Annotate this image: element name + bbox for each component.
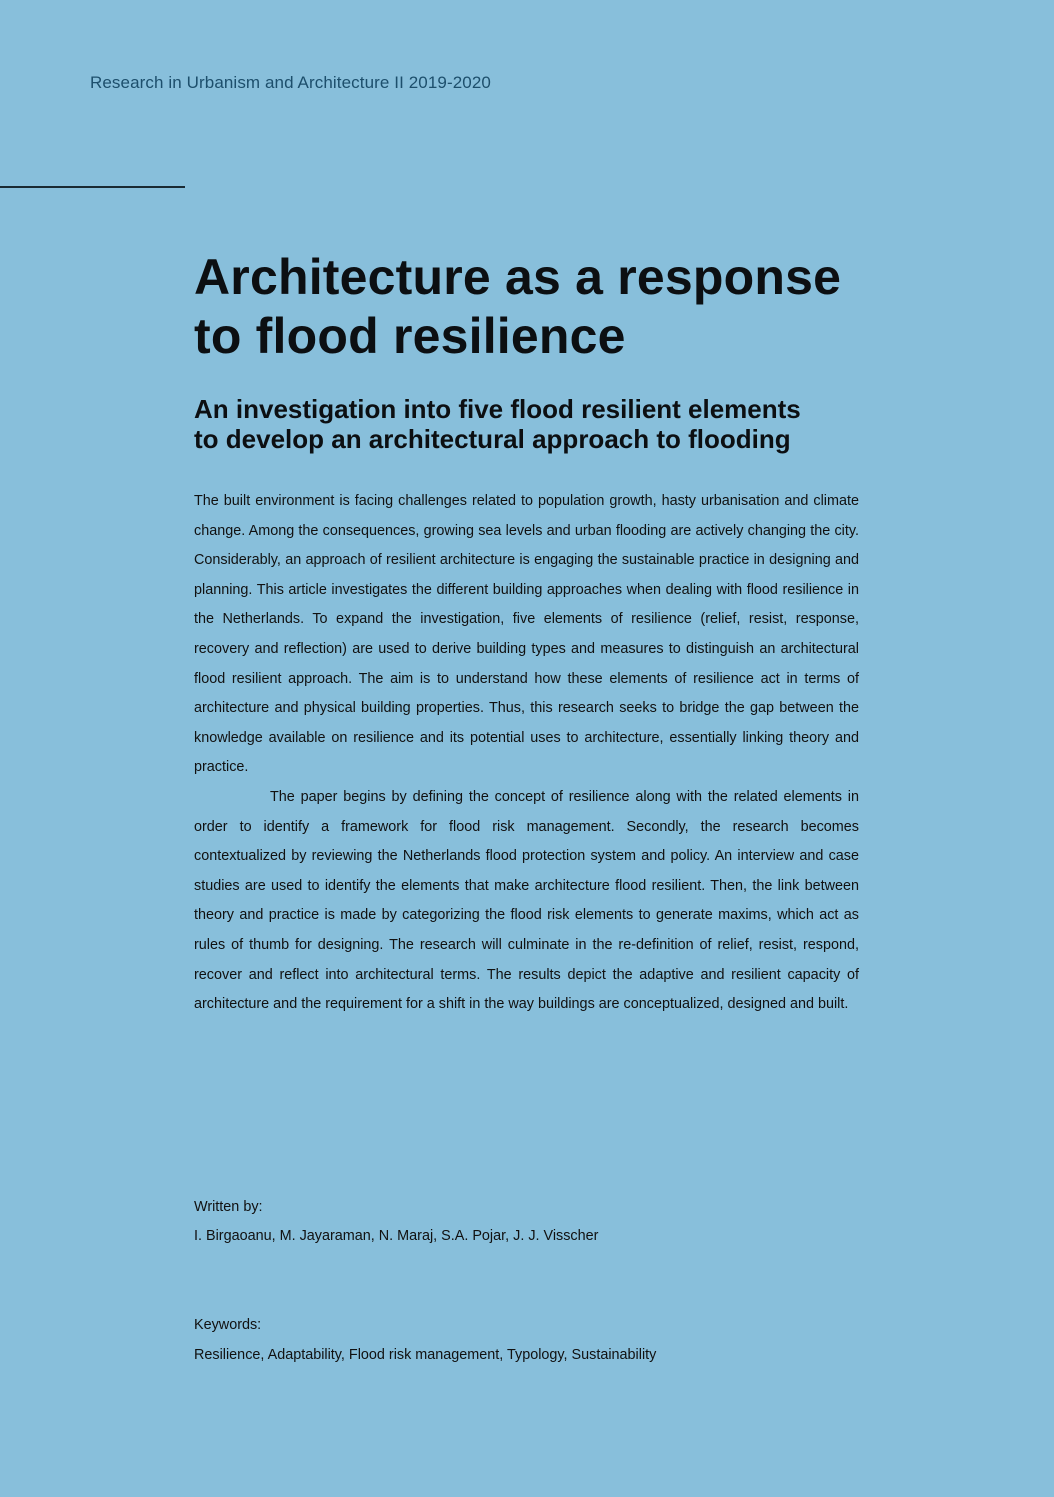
article-subtitle-line-2: to develop an architectural approach to flooding [194,424,791,454]
abstract-paragraph-2: The paper begins by defining the concept of resilience along with the related elements in order to identify a framework for flood risk management. Secondly, the research becomes contextualized by reviewing the Netherlands flood protection system and policy. An interview and case studies are used to identify the elements that make architecture flood resilient. Then, the link between theory and practice is made by categorizing the flood risk elements to generate maxims, which act as rules of thumb for designing. The research will culminate in the re-definition of relief, resist, respond, recover and reflect into architectural terms. The results depict the adaptive and resilient capacity of architecture and the requirement for a shift in the way buildings are conceptualized, designed and built. [194,788,859,1013]
abstract-paragraph-1: The built environment is facing challenges related to population growth, hasty urbanisation and climate change. Among the consequences, growing sea levels and urban flooding are actively changing the city. Considerably, an approach of resilient architecture is engaging the sustainable practice in designing and planning. This article investigates the different building approaches when dealing with flood resilience in the Netherlands. To expand the investigation, five elements of resilience (relief, resist, response, recovery and reflection) are used to derive building types and measures to distinguish an architectural flood resilient approach. The aim is to understand how these elements of resilience act in terms of architecture and physical building properties. Thus, this research seeks to bridge the gap between the knowledge available on resilience and its potential uses to architecture, essentially linking theory and practice. [194,493,859,776]
article-title-line-2: to flood resilience [194,308,626,364]
article-content [194,248,859,1020]
running-header: Research in Urbanism and Architecture II 2019-2020 [90,73,491,92]
abstract [194,487,859,1020]
keywords-label: Keywords: [194,1317,262,1333]
article-subtitle [194,394,859,454]
authors-label: Written by: [194,1199,263,1215]
article-title [194,248,859,366]
keywords-list: Resilience, Adaptability, Flood risk management, Typology, Sustainability [194,1347,657,1363]
article-subtitle-line-1: An investigation into five flood resilient elements [194,394,801,424]
header-divider [0,186,185,188]
authors-names: I. Birgaoanu, M. Jayaraman, N. Maraj, S.A. Pojar, J. J. Visscher [194,1228,599,1244]
article-title-line-1: Architecture as a response [194,249,842,305]
